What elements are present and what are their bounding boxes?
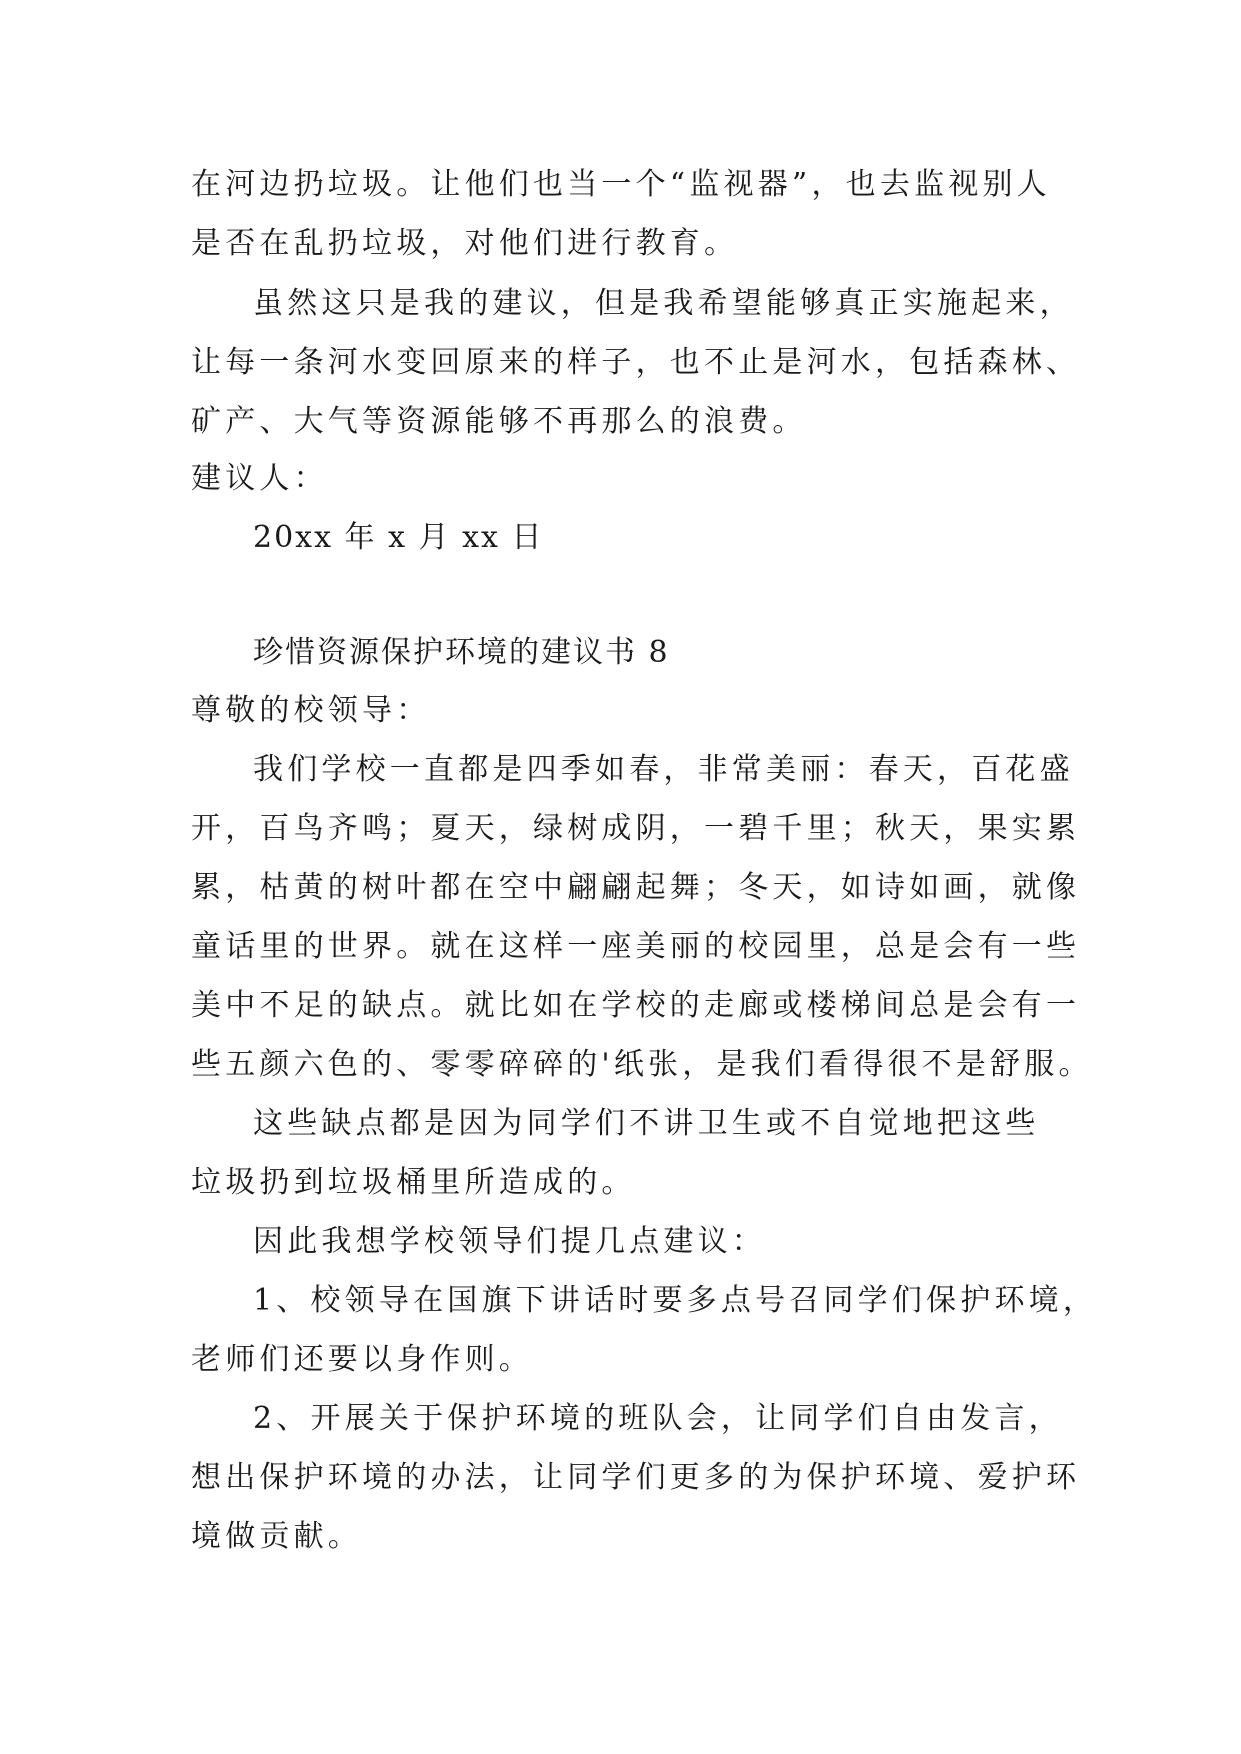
text-line: 我们学校一直都是四季如春，非常美丽：春天，百花盛 bbox=[253, 752, 1074, 787]
signer-label: 建议人： bbox=[191, 461, 328, 496]
list-item: 2、开展关于保护环境的班队会，让同学们自由发言， bbox=[253, 1401, 1063, 1436]
text-line: 是否在乱扔垃圾，对他们进行教育。 bbox=[191, 226, 739, 261]
text-line: 垃圾扔到垃圾桶里所造成的。 bbox=[191, 1165, 636, 1200]
text-line: 开，百鸟齐鸣；夏天，绿树成阴，一碧千里；秋天，果实累 bbox=[191, 811, 1081, 846]
text-line: 矿产、大气等资源能够不再那么的浪费。 bbox=[191, 404, 807, 439]
salutation: 尊敬的校领导： bbox=[191, 693, 431, 728]
text-line: 在河边扔垃圾。让他们也当一个“监视器”，也去监视别人 bbox=[191, 167, 1051, 202]
text-line: 童话里的世界。就在这样一座美丽的校园里，总是会有一些 bbox=[191, 929, 1081, 964]
date-line: 20xx 年 x 月 xx 日 bbox=[253, 520, 544, 555]
text-line: 境做贡献。 bbox=[191, 1519, 362, 1554]
text-line: 让每一条河水变回原来的样子，也不止是河水，包括森林、 bbox=[191, 345, 1081, 380]
section-title: 珍惜资源保护环境的建议书 8 bbox=[253, 635, 670, 670]
text-line: 美中不足的缺点。就比如在学校的走廊或楼梯间总是会有一 bbox=[191, 988, 1081, 1023]
text-line: 因此我想学校领导们提几点建议： bbox=[253, 1224, 766, 1259]
list-item: 1、校领导在国旗下讲话时要多点号召同学们保护环境， bbox=[253, 1283, 1098, 1318]
text-line: 虽然这只是我的建议，但是我希望能够真正实施起来， bbox=[253, 286, 1074, 321]
text-line: 想出保护环境的办法，让同学们更多的为保护环境、爱护环 bbox=[191, 1460, 1081, 1495]
text-line: 这些缺点都是因为同学们不讲卫生或不自觉地把这些 bbox=[253, 1106, 1040, 1141]
text-line: 老师们还要以身作则。 bbox=[191, 1342, 533, 1377]
text-line: 些五颜六色的、零零碎碎的'纸张，是我们看得很不是舒服。 bbox=[191, 1047, 1093, 1082]
text-line: 累，枯黄的树叶都在空中翩翩起舞；冬天，如诗如画，就像 bbox=[191, 870, 1081, 905]
